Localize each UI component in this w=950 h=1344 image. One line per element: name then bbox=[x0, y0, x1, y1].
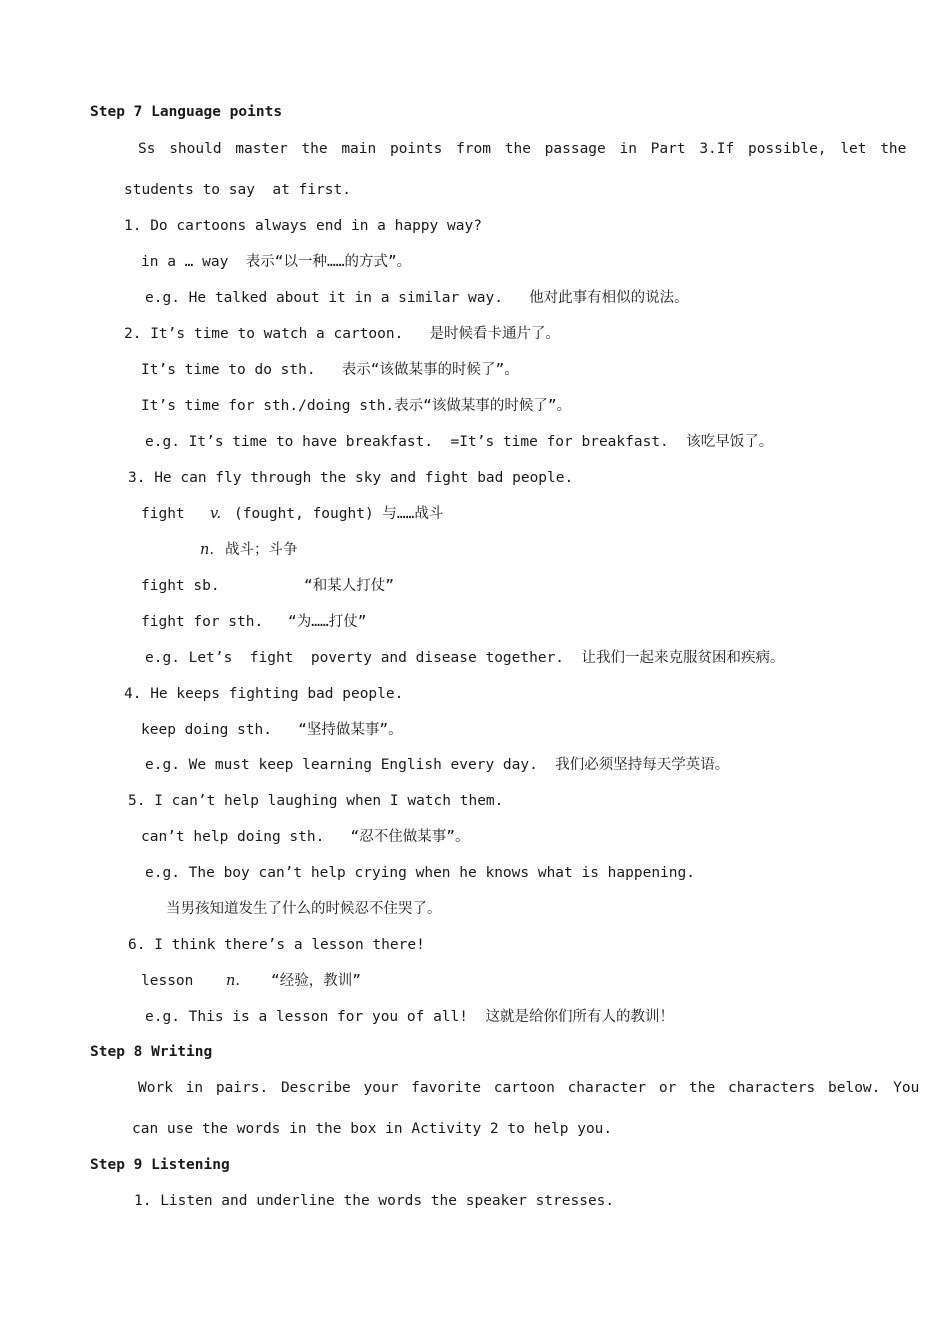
step7-heading: Step 7 Language points bbox=[90, 104, 283, 120]
item5-line1: can’t help doing sth. “忍不住做某事”。 bbox=[141, 829, 470, 845]
item3-pos-verb: v. bbox=[210, 506, 222, 522]
item1-example: e.g. He talked about it in a similar way. 他对此事有相似的说法。 bbox=[145, 290, 689, 306]
step8-line1: Work in pairs. Describe your favorite cartoon character or the characters below. You bbox=[138, 1080, 920, 1096]
item4-title: 4. He keeps fighting bad people. bbox=[124, 686, 404, 702]
item3-title: 3. He can fly through the sky and fight bad people. bbox=[128, 470, 574, 486]
item5-title: 5. I can’t help laughing when I watch them. bbox=[128, 793, 504, 809]
item1-line1: in a … way 表示“以一种……的方式”。 bbox=[141, 254, 412, 270]
item3-fight-word: fight bbox=[141, 506, 185, 522]
item6-pos-noun: n. bbox=[226, 973, 240, 989]
item2-example: e.g. It’s time to have breakfast. =It’s time for breakfast. 该吃早饭了。 bbox=[145, 434, 774, 450]
item6-meaning: “经验，教训” bbox=[271, 973, 361, 989]
step8-line2: can use the words in the box in Activity 2 to help you. bbox=[132, 1121, 613, 1137]
item4-line1: keep doing sth. “坚持做某事”。 bbox=[141, 722, 403, 738]
item3-verb-meaning: (fought, fought) 与……战斗 bbox=[234, 506, 444, 522]
step8-heading: Step 8 Writing bbox=[90, 1044, 213, 1060]
item5-translation: 当男孩知道发生了什么的时候忍不住哭了。 bbox=[166, 901, 442, 917]
step9-line1: 1. Listen and underline the words the speaker stresses. bbox=[134, 1193, 615, 1209]
item4-example: e.g. We must keep learning English every day. 我们必须坚持每天学英语。 bbox=[145, 757, 730, 773]
item1-title: 1. Do cartoons always end in a happy way? bbox=[124, 218, 482, 234]
item2-line2: It’s time for sth./doing sth.表示“该做某事的时候了”。 bbox=[141, 398, 572, 414]
item6-example: e.g. This is a lesson for you of all! 这就是给你们所有人的教训！ bbox=[145, 1009, 674, 1025]
item3-phrase2: fight for sth. bbox=[141, 614, 264, 630]
step7-intro-line2: students to say at first. bbox=[124, 182, 351, 198]
item3-pos-noun: n. bbox=[200, 542, 214, 558]
item3-phrase2-meaning: “为……打仗” bbox=[288, 614, 367, 630]
item3-noun-meaning: 战斗；斗争 bbox=[225, 542, 298, 558]
item6-lesson-word: lesson bbox=[141, 973, 194, 989]
item2-line1: It’s time to do sth. 表示“该做某事的时候了”。 bbox=[141, 362, 519, 378]
step7-intro-line1: Ss should master the main points from the passage in Part 3.If possible, let the bbox=[138, 141, 907, 157]
item3-phrase1: fight sb. bbox=[141, 578, 220, 594]
item3-phrase1-meaning: “和某人打仗” bbox=[304, 578, 394, 594]
item2-title: 2. It’s time to watch a cartoon. 是时候看卡通片了。 bbox=[124, 326, 561, 342]
step9-heading: Step 9 Listening bbox=[90, 1157, 230, 1173]
item5-example: e.g. The boy can’t help crying when he knows what is happening. bbox=[145, 865, 695, 881]
item3-example: e.g. Let’s fight poverty and disease together. 让我们一起来克服贫困和疾病。 bbox=[145, 650, 785, 666]
item6-title: 6. I think there’s a lesson there! bbox=[128, 937, 425, 953]
